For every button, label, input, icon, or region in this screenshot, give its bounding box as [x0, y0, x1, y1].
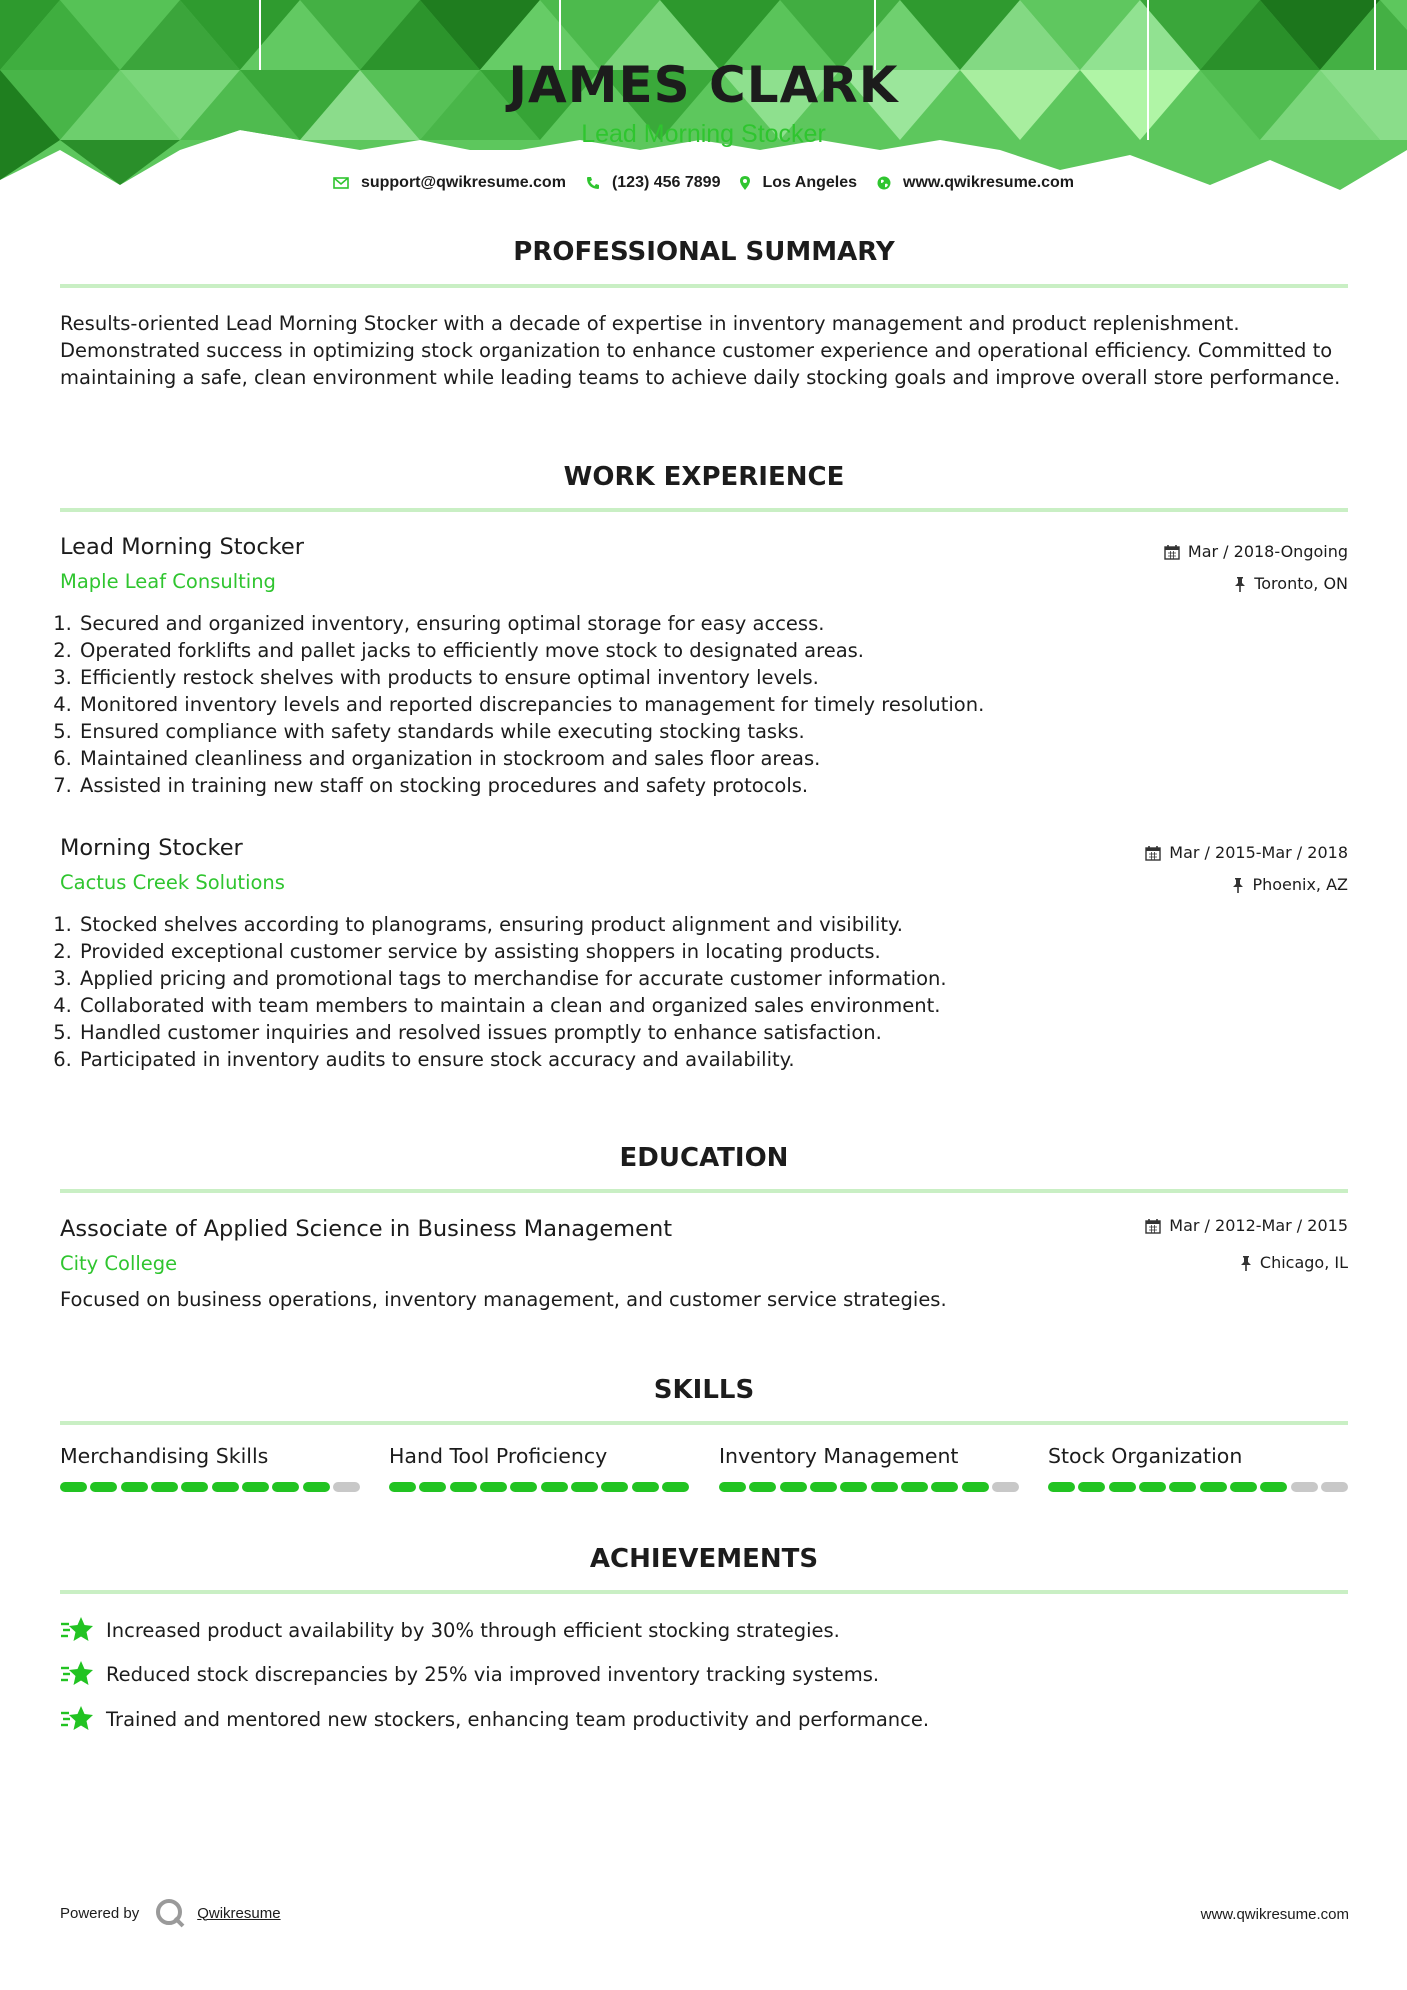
achievement-text: Increased product availability by 30% through efficient stocking strategies.: [106, 1618, 840, 1642]
skill-segment-filled: [1139, 1482, 1166, 1492]
skill-segment-filled: [510, 1482, 537, 1492]
achievement-item: [60, 1705, 929, 1733]
job-dates-text: Mar / 2018-Ongoing: [1187, 542, 1348, 561]
skill-level-bar: [1048, 1482, 1348, 1492]
list-item: 3. Efficiently restock shelves with products to ensure optimal inventory levels.: [78, 664, 984, 691]
qwikresume-link[interactable]: Qwikresume: [197, 1904, 281, 1922]
skill-segment-filled: [810, 1482, 837, 1492]
skill-name: Stock Organization: [1048, 1444, 1243, 1468]
skill-segment-filled: [242, 1482, 269, 1492]
skill-segment-filled: [181, 1482, 208, 1492]
section-divider: [60, 1189, 1348, 1193]
footer-powered-by: [60, 1896, 281, 1930]
skill-segment-filled: [931, 1482, 958, 1492]
footer-website[interactable]: www.qwikresume.com: [1200, 1906, 1349, 1923]
skill-segment-filled: [1200, 1482, 1227, 1492]
skill-segment-filled: [121, 1482, 148, 1492]
skill-segment-filled: [901, 1482, 928, 1492]
pin-icon: [1232, 877, 1244, 893]
list-item: 3. Applied pricing and promotional tags to merchandise for accurate customer information.: [78, 965, 947, 992]
section-divider: [60, 1421, 1348, 1425]
school-name: City College: [60, 1252, 178, 1275]
section-title-experience: WORK EXPERIENCE: [563, 462, 845, 492]
list-item: 1. Stocked shelves according to planograms, ensuring product alignment and visibility.: [78, 911, 947, 938]
skill-name: Hand Tool Proficiency: [389, 1444, 608, 1468]
achievement-item: [60, 1660, 879, 1688]
job-dates: [1164, 542, 1348, 561]
contact-bar: [0, 174, 1407, 192]
skill-level-bar: [389, 1482, 689, 1492]
location-text: Los Angeles: [762, 174, 858, 191]
job-location: [1234, 574, 1348, 593]
email-text: support@qwikresume.com: [360, 174, 566, 191]
skill-segment-filled: [1048, 1482, 1075, 1492]
skill-segment-filled: [1109, 1482, 1136, 1492]
contact-website[interactable]: [877, 174, 1074, 192]
skill-segment-filled: [719, 1482, 746, 1492]
job-company: Maple Leaf Consulting: [60, 570, 276, 593]
skill-level-bar: [719, 1482, 1019, 1492]
skill-segment-filled: [1260, 1482, 1287, 1492]
skill-segment-filled: [1169, 1482, 1196, 1492]
skill-segment-empty: [1321, 1482, 1348, 1492]
skill-item: [719, 1444, 1019, 1468]
education-dates: [1145, 1216, 1348, 1235]
pin-icon: [1234, 576, 1246, 592]
powered-by-label: Powered by: [60, 1904, 140, 1922]
list-item: 4. Monitored inventory levels and reported discrepancies to management for timely resolution.: [78, 691, 984, 718]
list-item: 5. Ensured compliance with safety standards while executing stocking tasks.: [78, 718, 984, 745]
skill-segment-filled: [303, 1482, 330, 1492]
skill-name: Inventory Management: [719, 1444, 959, 1468]
candidate-role: Lead Morning Stocker: [581, 120, 826, 148]
map-marker-icon: [740, 176, 750, 190]
section-title-summary: PROFESSIONAL SUMMARY: [513, 237, 895, 267]
degree-title: Associate of Applied Science in Business Management: [60, 1216, 673, 1242]
pin-icon: [1240, 1255, 1252, 1271]
summary-text: Results-oriented Lead Morning Stocker with a decade of expertise in inventory management and product replenishment. Demonstrated success in optimizing stock organization to enhance customer experience and operational efficiency. Committed to maintaining a safe, clean environment while leading teams to achieve daily stocking goals and improve overall store performance.: [60, 312, 1341, 389]
envelope-icon: [333, 177, 349, 189]
skill-item: [389, 1444, 689, 1468]
skill-segment-filled: [871, 1482, 898, 1492]
list-item: 5. Handled customer inquiries and resolved issues promptly to enhance satisfaction.: [78, 1019, 947, 1046]
skill-segment-filled: [450, 1482, 477, 1492]
skill-segment-filled: [272, 1482, 299, 1492]
achievement-text: Reduced stock discrepancies by 25% via improved inventory tracking systems.: [106, 1662, 880, 1686]
achievement-item: [60, 1616, 840, 1644]
star-icon: [60, 1660, 94, 1688]
job-company: Cactus Creek Solutions: [60, 871, 285, 894]
job-duties: [54, 911, 947, 1073]
achievement-text: Trained and mentored new stockers, enhancing team productivity and performance.: [106, 1707, 930, 1731]
job-entry: [60, 835, 1348, 1075]
skill-segment-filled: [1230, 1482, 1257, 1492]
section-divider: [60, 508, 1348, 512]
list-item: 7. Assisted in training new staff on stocking procedures and safety protocols.: [78, 772, 984, 799]
job-location-text: Toronto, ON: [1254, 574, 1348, 593]
job-location: [1232, 875, 1348, 894]
section-divider: [60, 284, 1348, 288]
website-text: www.qwikresume.com: [903, 174, 1075, 191]
phone-text: (123) 456 7899: [611, 174, 721, 191]
job-location-text: Phoenix, AZ: [1252, 875, 1348, 894]
skill-level-bar: [60, 1482, 360, 1492]
skill-name: Merchandising Skills: [60, 1444, 269, 1468]
calendar-icon: [1145, 845, 1161, 861]
skill-segment-filled: [480, 1482, 507, 1492]
skill-item: [60, 1444, 360, 1468]
skill-segment-filled: [780, 1482, 807, 1492]
list-item: 1. Secured and organized inventory, ensuring optimal storage for easy access.: [78, 610, 984, 637]
skill-segment-filled: [749, 1482, 776, 1492]
skill-segment-filled: [60, 1482, 87, 1492]
phone-icon: [586, 176, 600, 190]
globe-icon: [877, 176, 891, 190]
list-item: 4. Collaborated with team members to maintain a clean and organized sales environment.: [78, 992, 947, 1019]
skill-segment-filled: [90, 1482, 117, 1492]
job-duties: [54, 610, 984, 799]
skill-segment-filled: [419, 1482, 446, 1492]
skill-segment-filled: [151, 1482, 178, 1492]
skill-segment-empty: [333, 1482, 360, 1492]
contact-email[interactable]: [333, 174, 566, 192]
skill-segment-filled: [962, 1482, 989, 1492]
list-item: 6. Participated in inventory audits to ensure stock accuracy and availability.: [78, 1046, 947, 1073]
skill-segment-filled: [840, 1482, 867, 1492]
job-title: Lead Morning Stocker: [60, 534, 305, 560]
calendar-icon: [1164, 544, 1180, 560]
skill-segment-filled: [389, 1482, 416, 1492]
skill-segment-filled: [571, 1482, 598, 1492]
job-entry: [60, 534, 1348, 804]
skill-segment-filled: [541, 1482, 568, 1492]
star-icon: [60, 1616, 94, 1644]
contact-phone[interactable]: [586, 174, 721, 192]
calendar-icon: [1145, 1218, 1161, 1234]
candidate-name: JAMES CLARK: [508, 56, 899, 114]
education-entry: [60, 1216, 1348, 1326]
skill-segment-empty: [992, 1482, 1019, 1492]
skill-segment-empty: [1291, 1482, 1318, 1492]
star-icon: [60, 1705, 94, 1733]
job-dates: [1145, 843, 1348, 862]
education-location: [1240, 1253, 1348, 1272]
skill-segment-filled: [662, 1482, 689, 1492]
section-title-achievements: ACHIEVEMENTS: [589, 1544, 819, 1574]
job-dates-text: Mar / 2015-Mar / 2018: [1169, 843, 1348, 862]
section-title-education: EDUCATION: [619, 1143, 789, 1173]
skill-segment-filled: [1078, 1482, 1105, 1492]
skill-segment-filled: [632, 1482, 659, 1492]
job-title: Morning Stocker: [60, 835, 243, 861]
list-item: 2. Operated forklifts and pallet jacks to efficiently move stock to designated areas.: [78, 637, 984, 664]
qwikresume-logo-icon: [153, 1896, 187, 1930]
section-divider: [60, 1590, 1348, 1594]
education-location-text: Chicago, IL: [1259, 1253, 1348, 1272]
skill-segment-filled: [601, 1482, 628, 1492]
list-item: 6. Maintained cleanliness and organization in stockroom and sales floor areas.: [78, 745, 984, 772]
skill-item: [1048, 1444, 1348, 1468]
list-item: 2. Provided exceptional customer service by assisting shoppers in locating products.: [78, 938, 947, 965]
education-dates-text: Mar / 2012-Mar / 2015: [1169, 1216, 1348, 1235]
contact-location: [740, 174, 857, 192]
skill-segment-filled: [212, 1482, 239, 1492]
section-title-skills: SKILLS: [653, 1375, 755, 1405]
education-description: Focused on business operations, inventory management, and customer service strategies.: [60, 1288, 947, 1311]
